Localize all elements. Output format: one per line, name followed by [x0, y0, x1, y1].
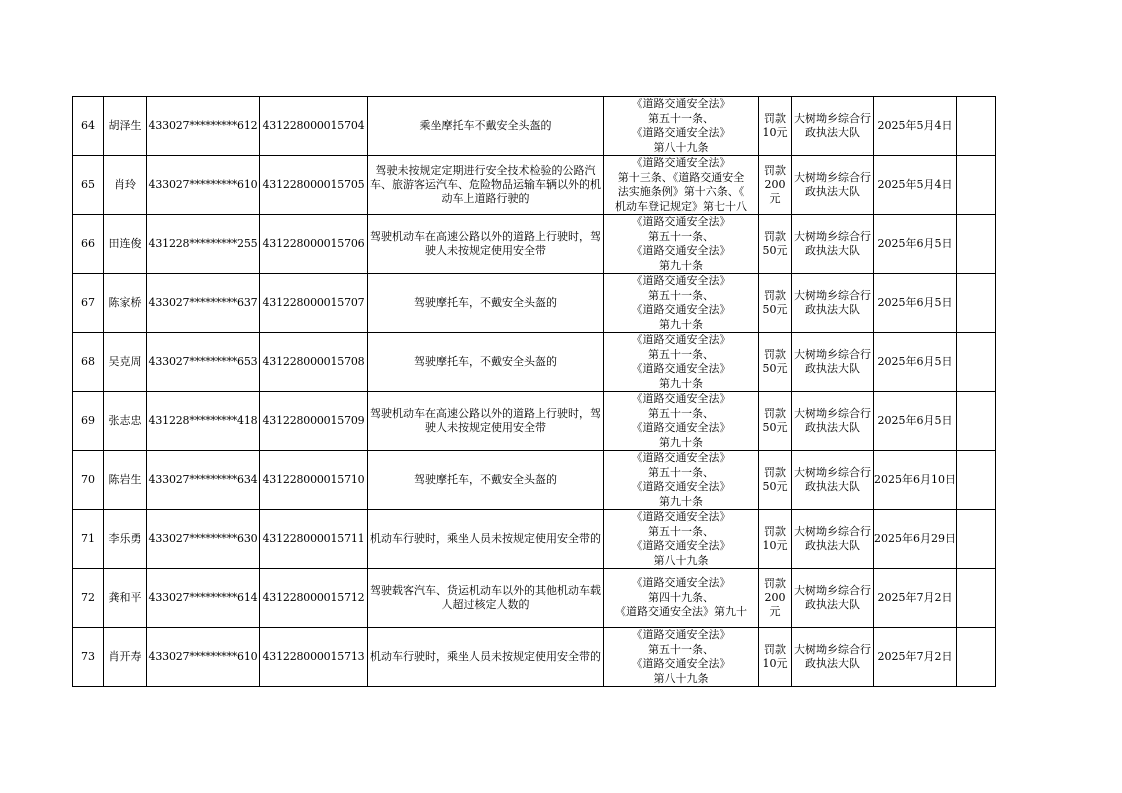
row-number: 73 — [73, 628, 104, 687]
violation-description: 驾驶未按规定定期进行安全技术检验的公路汽车、旅游客运汽车、危险物品运输车辆以外的机动车上道路行驶的 — [368, 156, 604, 215]
table-body — [73, 97, 996, 687]
penalty-amount — [759, 274, 792, 333]
legal-basis — [604, 451, 759, 510]
legal-basis-line: 第八十九条 — [653, 140, 709, 154]
person-name: 张志忠 — [104, 392, 147, 451]
legal-basis-line: 《道路交通安全法》 — [631, 303, 731, 316]
legal-basis-line: 第九十条 — [659, 258, 703, 272]
legal-basis-lines — [604, 275, 758, 332]
enforcement-authority: 大树坳乡综合行政执法大队 — [792, 510, 874, 569]
legal-basis-line: 《道路交通安全法》 — [631, 274, 731, 287]
penalty-text: 罚款50元 — [762, 407, 788, 434]
legal-basis-lines — [604, 157, 758, 214]
legal-basis-line: 《道路交通安全法》 — [631, 126, 731, 139]
violation-description: 驾驶机动车在高速公路以外的道路上行驶时，驾驶人未按规定使用安全带 — [368, 215, 604, 274]
legal-basis — [604, 215, 759, 274]
penalty-text: 罚款50元 — [762, 289, 788, 316]
enforcement-authority: 大树坳乡综合行政执法大队 — [792, 215, 874, 274]
id-number: 433027*********634 — [147, 451, 260, 510]
penalty-amount — [759, 451, 792, 510]
penalty-text: 罚款200元 — [764, 577, 786, 618]
legal-basis-line: 第五十一条、 — [648, 524, 714, 538]
decision-number: 431228000015713 — [260, 628, 368, 687]
legal-basis-lines — [604, 334, 758, 391]
legal-basis-lines — [604, 393, 758, 450]
person-name: 肖玲 — [104, 156, 147, 215]
row-number: 66 — [73, 215, 104, 274]
enforcement-authority: 大树坳乡综合行政执法大队 — [792, 628, 874, 687]
decision-number: 431228000015708 — [260, 333, 368, 392]
person-name: 肖开寿 — [104, 628, 147, 687]
legal-basis-line: 第十三条、《道路交通安全 — [617, 170, 745, 184]
penalty-amount — [759, 215, 792, 274]
penalty-text: 罚款50元 — [762, 466, 788, 493]
legal-basis-line: 第五十一条、 — [648, 465, 714, 479]
legal-basis-line: 《道路交通安全法》 — [631, 480, 731, 493]
decision-date: 2025年7月2日 — [874, 628, 957, 687]
enforcement-authority: 大树坳乡综合行政执法大队 — [792, 333, 874, 392]
penalty-records-table — [72, 96, 996, 687]
legal-basis-line: 《道路交通安全法》 — [631, 451, 731, 464]
decision-number: 431228000015711 — [260, 510, 368, 569]
penalty-amount — [759, 97, 792, 156]
enforcement-authority: 大树坳乡综合行政执法大队 — [792, 392, 874, 451]
legal-basis-line: 《道路交通安全法》 — [631, 510, 731, 523]
violation-description: 驾驶摩托车，不戴安全头盔的 — [368, 451, 604, 510]
empty-cell — [957, 274, 996, 333]
legal-basis-line: 《道路交通安全法》 — [631, 392, 731, 405]
decision-date: 2025年7月2日 — [874, 569, 957, 628]
decision-date: 2025年6月29日 — [874, 510, 957, 569]
decision-date: 2025年6月5日 — [874, 215, 957, 274]
person-name: 李乐勇 — [104, 510, 147, 569]
table-row — [73, 569, 996, 628]
decision-date: 2025年6月10日 — [874, 451, 957, 510]
row-number: 70 — [73, 451, 104, 510]
legal-basis-line: 第五十一条、 — [648, 347, 714, 361]
row-number: 72 — [73, 569, 104, 628]
legal-basis-line: 《道路交通安全法》 — [631, 97, 731, 110]
legal-basis — [604, 392, 759, 451]
id-number: 433027*********610 — [147, 628, 260, 687]
legal-basis — [604, 569, 759, 628]
penalty-text: 罚款10元 — [762, 525, 788, 552]
empty-cell — [957, 215, 996, 274]
legal-basis-lines — [604, 629, 758, 686]
table-row — [73, 510, 996, 569]
legal-basis-line: 法实施条例》第十六条、《 — [617, 185, 745, 198]
legal-basis-line: 第九十条 — [659, 435, 703, 449]
enforcement-authority: 大树坳乡综合行政执法大队 — [792, 156, 874, 215]
enforcement-authority: 大树坳乡综合行政执法大队 — [792, 97, 874, 156]
decision-number: 431228000015704 — [260, 97, 368, 156]
decision-date: 2025年5月4日 — [874, 97, 957, 156]
penalty-amount — [759, 156, 792, 215]
legal-basis-line: 《道路交通安全法》 — [631, 215, 731, 228]
legal-basis-line: 第五十一条、 — [648, 111, 714, 125]
decision-date: 2025年6月5日 — [874, 392, 957, 451]
violation-description: 驾驶机动车在高速公路以外的道路上行驶时，驾驶人未按规定使用安全带 — [368, 392, 604, 451]
table-row — [73, 628, 996, 687]
legal-basis-line: 第五十一条、 — [648, 406, 714, 420]
enforcement-authority: 大树坳乡综合行政执法大队 — [792, 451, 874, 510]
penalty-text: 罚款10元 — [762, 112, 788, 139]
empty-cell — [957, 569, 996, 628]
legal-basis-line: 第九十条 — [659, 317, 703, 331]
legal-basis-line: 《道路交通安全法》 — [631, 156, 731, 169]
decision-number: 431228000015707 — [260, 274, 368, 333]
legal-basis — [604, 333, 759, 392]
legal-basis-line: 《道路交通安全法》 — [631, 333, 731, 346]
legal-basis-line: 第五十一条、 — [648, 288, 714, 302]
legal-basis-line: 《道路交通安全法》第九十 — [615, 605, 747, 619]
legal-basis-lines — [604, 511, 758, 568]
legal-basis — [604, 274, 759, 333]
legal-basis-line: 《道路交通安全法》 — [631, 362, 731, 375]
legal-basis — [604, 628, 759, 687]
violation-description: 驾驶摩托车，不戴安全头盔的 — [368, 274, 604, 333]
empty-cell — [957, 392, 996, 451]
violation-description: 机动车行驶时，乘坐人员未按规定使用安全带的 — [368, 510, 604, 569]
decision-number: 431228000015705 — [260, 156, 368, 215]
penalty-text: 罚款50元 — [762, 230, 788, 257]
legal-basis-line: 第八十九条 — [653, 553, 709, 567]
penalty-amount — [759, 510, 792, 569]
enforcement-authority: 大树坳乡综合行政执法大队 — [792, 274, 874, 333]
legal-basis-line: 《道路交通安全法》 — [631, 421, 731, 434]
penalty-text: 罚款200元 — [764, 164, 786, 205]
table-row — [73, 274, 996, 333]
id-number: 431228*********255 — [147, 215, 260, 274]
legal-basis-lines — [604, 570, 758, 627]
table-row — [73, 156, 996, 215]
decision-date: 2025年6月5日 — [874, 274, 957, 333]
empty-cell — [957, 510, 996, 569]
person-name: 龚和平 — [104, 569, 147, 628]
legal-basis-line: 机动车登记规定》第七十八 — [615, 199, 747, 213]
legal-basis-line: 第九十条 — [659, 494, 703, 508]
legal-basis-line: 第五十一条、 — [648, 642, 714, 656]
penalty-amount — [759, 333, 792, 392]
decision-number: 431228000015710 — [260, 451, 368, 510]
id-number: 431228*********418 — [147, 392, 260, 451]
row-number: 64 — [73, 97, 104, 156]
legal-basis — [604, 156, 759, 215]
id-number: 433027*********610 — [147, 156, 260, 215]
row-number: 71 — [73, 510, 104, 569]
violation-description: 乘坐摩托车不戴安全头盔的 — [368, 97, 604, 156]
table-row — [73, 333, 996, 392]
row-number: 68 — [73, 333, 104, 392]
legal-basis-lines — [604, 98, 758, 155]
legal-basis-line: 《道路交通安全法》 — [631, 244, 731, 257]
table-row — [73, 97, 996, 156]
legal-basis — [604, 97, 759, 156]
legal-basis-line: 第九十条 — [659, 376, 703, 390]
penalty-amount — [759, 569, 792, 628]
row-number: 69 — [73, 392, 104, 451]
legal-basis-lines — [604, 216, 758, 273]
decision-date: 2025年5月4日 — [874, 156, 957, 215]
id-number: 433027*********614 — [147, 569, 260, 628]
person-name: 陈家桥 — [104, 274, 147, 333]
penalty-text: 罚款10元 — [762, 643, 788, 670]
id-number: 433027*********630 — [147, 510, 260, 569]
legal-basis-lines — [604, 452, 758, 509]
table-row — [73, 451, 996, 510]
empty-cell — [957, 156, 996, 215]
violation-description: 驾驶摩托车，不戴安全头盔的 — [368, 333, 604, 392]
legal-basis-line: 第四十九条、 — [648, 590, 714, 604]
person-name: 吴克周 — [104, 333, 147, 392]
legal-basis — [604, 510, 759, 569]
legal-basis-line: 《道路交通安全法》 — [631, 628, 731, 641]
enforcement-authority: 大树坳乡综合行政执法大队 — [792, 569, 874, 628]
empty-cell — [957, 451, 996, 510]
penalty-amount — [759, 392, 792, 451]
table-row — [73, 392, 996, 451]
id-number: 433027*********612 — [147, 97, 260, 156]
person-name: 胡泽生 — [104, 97, 147, 156]
decision-number: 431228000015706 — [260, 215, 368, 274]
row-number: 67 — [73, 274, 104, 333]
id-number: 433027*********637 — [147, 274, 260, 333]
decision-date: 2025年6月5日 — [874, 333, 957, 392]
legal-basis-line: 《道路交通安全法》 — [631, 539, 731, 552]
legal-basis-line: 《道路交通安全法》 — [631, 657, 731, 670]
person-name: 田连俊 — [104, 215, 147, 274]
legal-basis-line: 第五十一条、 — [648, 229, 714, 243]
legal-basis-line: 《道路交通安全法》 — [631, 576, 731, 590]
empty-cell — [957, 628, 996, 687]
penalty-text: 罚款50元 — [762, 348, 788, 375]
violation-description: 驾驶载客汽车、货运机动车以外的其他机动车载人超过核定人数的 — [368, 569, 604, 628]
violation-description: 机动车行驶时，乘坐人员未按规定使用安全带的 — [368, 628, 604, 687]
id-number: 433027*********653 — [147, 333, 260, 392]
penalty-amount — [759, 628, 792, 687]
person-name: 陈岩生 — [104, 451, 147, 510]
decision-number: 431228000015709 — [260, 392, 368, 451]
empty-cell — [957, 97, 996, 156]
legal-basis-line: 第八十九条 — [653, 671, 709, 685]
decision-number: 431228000015712 — [260, 569, 368, 628]
row-number: 65 — [73, 156, 104, 215]
table-row — [73, 215, 996, 274]
empty-cell — [957, 333, 996, 392]
